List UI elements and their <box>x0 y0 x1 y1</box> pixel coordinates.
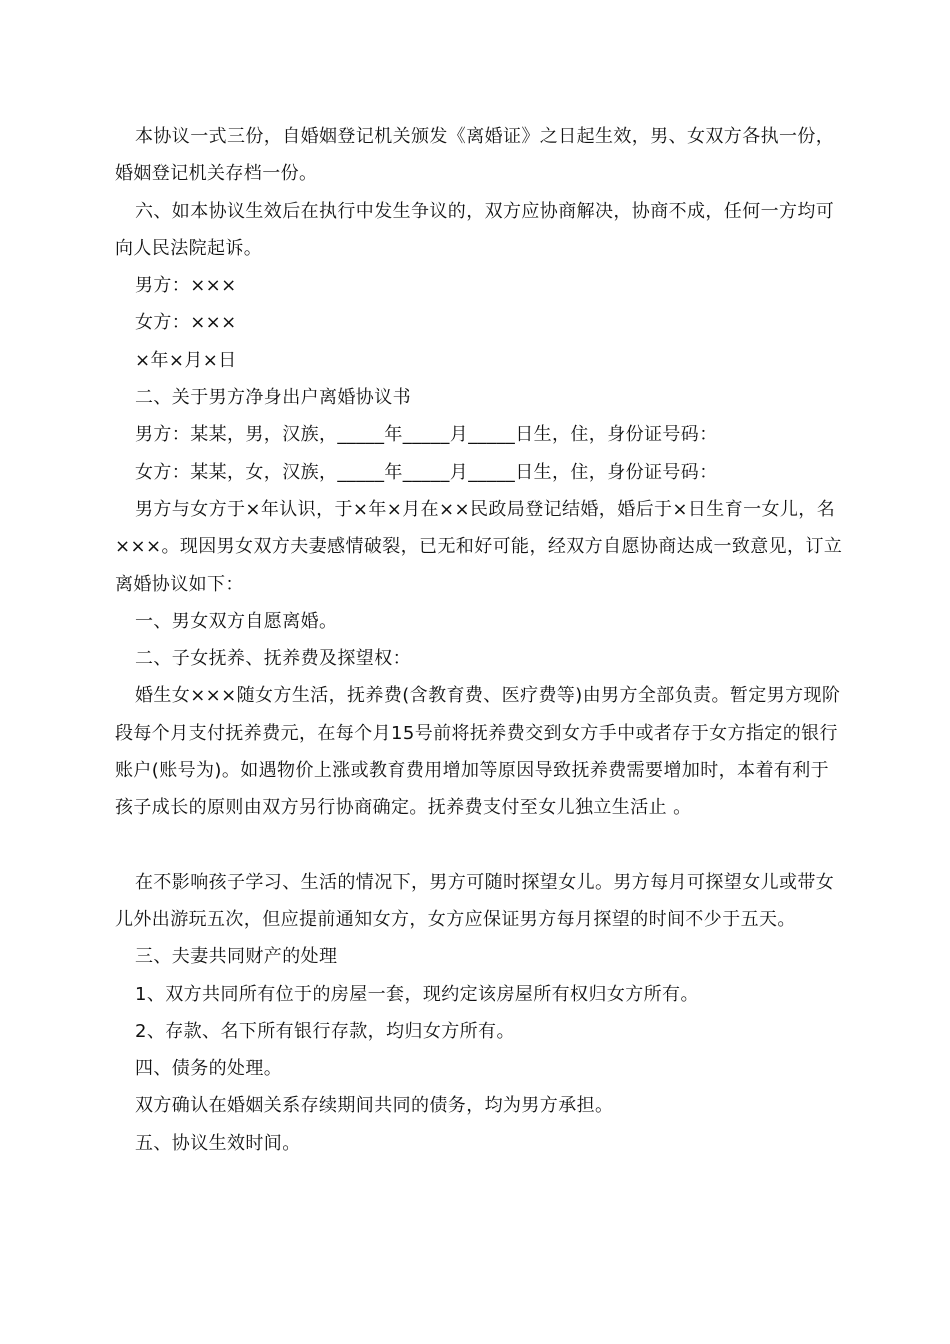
signature-male: 男方：××× <box>135 275 237 297</box>
clause-child-heading: 二、子女抚养、抚养费及探望权： <box>135 648 411 670</box>
clause-property-house: 1、双方共同所有位于的房屋一套，现约定该房屋所有权归女方所有。 <box>135 983 699 1005</box>
paragraph-child-support: 婚生女×××随女方生活，抚养费(含教育费、医疗费等)由男方全部负责。暂定男方现阶段每个月支付抚养费元，在每个月15号前将抚养费交到女方手中或者存于女方指定的银行账户(账号为)。如遇物价上涨或教育费用增加等原因导致抚养费需要增加时，本着有利于孩子成长的原则由双方另行协商确定。抚养费支付至女儿独立生活止 。 <box>115 685 841 819</box>
paragraph-background: 男方与女方于×年认识，于×年×月在××民政局登记结婚，婚后于×日生育一女儿，名×××。现因男女双方夫妻感情破裂，已无和好可能，经双方自愿协商达成一致意见，订立离婚协议如下： <box>115 498 843 595</box>
section-heading-agreement: 二、关于男方净身出户离婚协议书 <box>135 387 411 409</box>
signature-female: 女方：××× <box>135 312 237 334</box>
signature-date: ×年×月×日 <box>135 349 237 371</box>
clause-effective-heading: 五、协议生效时间。 <box>135 1132 301 1154</box>
party-female-info: 女方：某某，女，汉族，_____年_____月_____日生，住，身份证号码： <box>135 461 718 483</box>
clause-property-savings: 2、存款、名下所有银行存款，均归女方所有。 <box>135 1020 515 1042</box>
paragraph-copies-effective: 本协议一式三份，自婚姻登记机关颁发《离婚证》之日起生效，男、女双方各执一份，婚姻登记机关存档一份。 <box>115 126 835 185</box>
clause-divorce: 一、男女双方自愿离婚。 <box>135 610 338 632</box>
paragraph-visitation: 在不影响孩子学习、生活的情况下，男方可随时探望女儿。男方每月可探望女儿或带女儿外出游玩五次，但应提前通知女方，女方应保证男方每月探望的时间不少于五天。 <box>115 871 835 930</box>
document-body <box>115 118 845 1162</box>
paragraph-debt: 双方确认在婚姻关系存续期间共同的债务，均为男方承担。 <box>135 1095 614 1117</box>
clause-property-heading: 三、夫妻共同财产的处理 <box>135 946 338 968</box>
blank-line <box>115 827 845 864</box>
clause-debt-heading: 四、债务的处理。 <box>135 1058 283 1080</box>
paragraph-dispute-resolution: 六、如本协议生效后在执行中发生争议的，双方应协商解决，协商不成，任何一方均可向人民法院起诉。 <box>115 200 835 259</box>
party-male-info: 男方：某某，男，汉族，_____年_____月_____日生，住，身份证号码： <box>135 424 718 446</box>
